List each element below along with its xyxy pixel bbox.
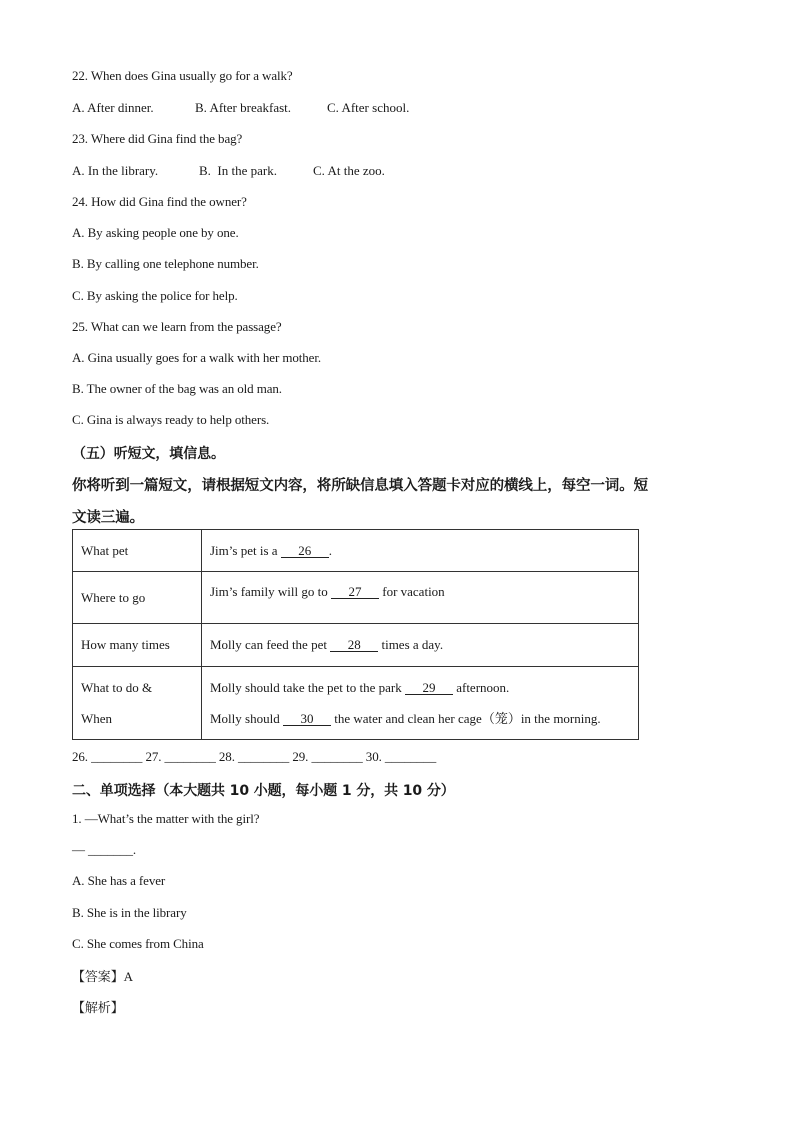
q22-stem: 22. When does Gina usually go for a walk? (72, 68, 293, 83)
row-key-where-to-go: Where to go (73, 572, 202, 624)
row-text: times a day. (378, 637, 444, 652)
q24-stem: 24. How did Gina find the owner? (72, 194, 247, 209)
q25-stem: 25. What can we learn from the passage? (72, 319, 282, 334)
answer-label: 【答案】 (72, 970, 124, 985)
q25-option-b: B. The owner of the bag was an old man. (72, 381, 282, 396)
row-text: Jim’s family will go to (210, 584, 331, 599)
row-key-what-pet: What pet (73, 530, 202, 572)
q25-option-a: A. Gina usually goes for a walk with her mother. (72, 350, 322, 365)
q1-reply: — _______. (72, 842, 137, 857)
answer-value: A (123, 969, 133, 984)
blank-27[interactable]: 27 (331, 585, 379, 599)
q23-stem: 23. Where did Gina find the bag? (72, 131, 243, 146)
row-text: for vacation (378, 584, 445, 599)
analysis-row (72, 997, 124, 1016)
blank-30[interactable]: 30 (283, 712, 331, 726)
row-text: afternoon. (452, 680, 510, 695)
row-value-what-to-do (202, 667, 639, 740)
q1-option-c: C. She comes from China (72, 936, 204, 951)
analysis-label: 【解析】 (72, 1001, 124, 1016)
row-text: Jim’s pet is a (210, 542, 281, 558)
q1-stem: 1. —What’s the matter with the girl? (72, 811, 260, 826)
row-text: . (328, 542, 333, 558)
table-row-what-to-do (73, 667, 639, 740)
q22-option-c: C. After school. (327, 100, 410, 115)
part-2-title: 二、单项选择（本大题共 10 小题，每小题 1 分，共 10 分） (72, 783, 455, 799)
q24-option-b: B. By calling one telephone number. (72, 256, 259, 271)
q1-option-a: A. She has a fever (72, 873, 166, 888)
q23-option-b: B. In the park. (199, 163, 277, 178)
section-5-title: （五）听短文，填信息。 (72, 446, 225, 462)
q22-option-a: A. After dinner. (72, 100, 154, 115)
row-text: the water and clean her cage（笼）in the morning. (330, 711, 601, 726)
row-text: Molly should take the pet to the park (210, 680, 405, 695)
q24-option-a: A. By asking people one by one. (72, 225, 239, 240)
row-key-how-many-times: How many times (73, 624, 202, 667)
q22-option-b: B. After breakfast. (195, 100, 292, 115)
section-5-instructions-1: 你将听到一篇短文，请根据短文内容，将所缺信息填入答题卡对应的横线上，每空一词。短 (72, 478, 648, 494)
row-text: Molly should (210, 711, 283, 726)
listening-info-table (72, 529, 639, 740)
q1-option-b: B. She is in the library (72, 905, 187, 920)
q24-option-c: C. By asking the police for help. (72, 288, 238, 303)
row-line-2 (210, 703, 630, 734)
blank-28[interactable]: 28 (330, 638, 378, 652)
row-key-what-to-do (73, 667, 202, 740)
answer-blanks-line: 26. ________ 27. ________ 28. ________ 29. ________ 30. ________ (72, 749, 437, 764)
answer-row (72, 966, 133, 985)
table-row-where-to-go (73, 572, 639, 624)
q23-option-c: C. At the zoo. (313, 163, 385, 178)
q25-option-c: C. Gina is always ready to help others. (72, 412, 270, 427)
table-row-what-pet (73, 530, 639, 572)
section-5-instructions-2: 文读三遍。 (72, 510, 144, 526)
blank-26[interactable]: 26 (281, 544, 329, 558)
row-text: Molly can feed the pet (210, 637, 331, 652)
row-key-line-2: When (81, 711, 113, 726)
row-value-how-many-times (202, 624, 639, 667)
q23-option-a: A. In the library. (72, 163, 159, 178)
row-line-1 (210, 672, 630, 703)
row-value-what-pet (202, 530, 639, 572)
blank-29[interactable]: 29 (405, 681, 453, 695)
row-key-line-1: What to do & (81, 680, 153, 695)
table-row-how-many-times (73, 624, 639, 667)
row-value-where-to-go (202, 572, 639, 624)
